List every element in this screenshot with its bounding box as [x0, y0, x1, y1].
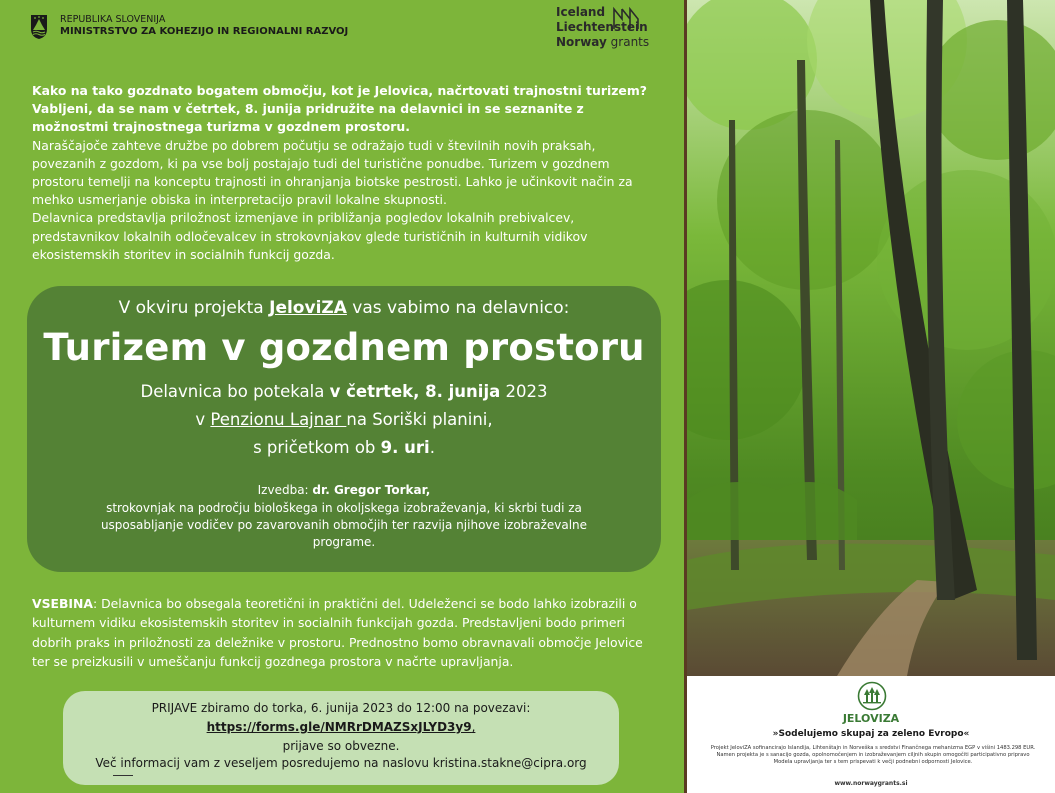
grants-suffix: grants	[606, 35, 650, 49]
project-link[interactable]: JeloviZA	[269, 298, 347, 318]
invitation-lead	[27, 298, 661, 318]
start-pre: s pričetkom ob	[253, 438, 381, 457]
registration-contact: Več informacij vam z veseljem posredujemo na naslovu kristina.stakne@cipra.org	[95, 756, 587, 770]
content-label: VSEBINA	[32, 596, 93, 611]
content-text: : Delavnica bo obsegala teoretični in praktični del. Udeleženci se bodo lahko izobrazili o kulturnem vidiku ekosistemskih storitev in socialnih funkcijah gozda. Predstavljeni bodo primeri dobrih praks in priložnosti za deležnike v prostoru. Prednostno bomo obravnavali območje Jelovice ter se preizkusili v umeščanju funkcij gozdnega prostora v načrte upravljanja.	[32, 596, 643, 669]
registration-line	[63, 718, 619, 737]
workshop-date	[27, 382, 661, 401]
workshop-title: Turizem v gozdnem prostoru	[43, 326, 645, 369]
slovenia-coat-of-arms-icon	[30, 14, 48, 40]
intro-paragraph-1: Naraščajoče zahteve družbe po dobrem počutju se odražajo tudi v številnih novih praksah, povezanih z gozdom, ki pa vse bolj postajajo tudi del turistične ponudbe. Turizem v gozdnem prostoru temelji na konceptu trajnosti in ohranjanja biotske pestrosti. Lahko je učinkovit način za mehko usmerjanje obiska in interpretacijo pravil lokalne skupnosti.	[32, 137, 633, 208]
registration-link-suffix: ,	[471, 720, 476, 734]
slogan: »Sodelujemo skupaj za zeleno Evropo«	[772, 729, 970, 739]
norway-grants-url[interactable]: www.norwaygrants.si	[834, 780, 908, 787]
intro-text	[32, 82, 662, 264]
invitation-lead-post: vas vabimo na delavnico:	[346, 298, 570, 318]
grants-line-liechtenstein: Liechtenstein	[556, 20, 648, 34]
venue-post: na Soriški planini,	[346, 410, 493, 429]
registration-mandatory: prijave so obvezne.	[282, 739, 400, 753]
venue-link[interactable]: Penzionu Lajnar	[210, 410, 347, 429]
registration-link[interactable]: https://forms.gle/NMRrDMAZSxJLYD3y9	[206, 720, 472, 734]
funding-fine-print: Projekt JeloviZA sofinancirajo Islandija, Lihtenštajn in Norveška s sredstvi Finančnega mehanizma EGP v višini 1483.298 EUR. Namen projekta je s sanacijo gozda, opolnomočenjem in izobraževanjem ciljnih skupin omogočiti participativno pripravo Modela upravljanja ter s tem prispevati k večji podnebni odpornosti Jelovice.	[710, 745, 1036, 765]
start-bold: 9. uri	[380, 438, 430, 457]
jeloviza-brand: JELOVIZA	[842, 712, 900, 725]
invitation-lead-pre: V okviru projekta	[118, 298, 270, 318]
ministry-name	[60, 14, 348, 38]
ministry-header	[30, 14, 348, 40]
workshop-venue	[27, 410, 661, 429]
eea-norway-grants-logo	[556, 5, 666, 65]
start-post: .	[429, 438, 435, 457]
divider	[113, 775, 133, 776]
eea-norway-grants-logo-icon	[612, 5, 642, 31]
date-post: 2023	[500, 382, 548, 401]
intro-lead: Kako na tako gozdnato bogatem območju, kot je Jelovica, načrtovati trajnostni turizem? Vabljeni, da se nam v četrtek, 8. junija pridružite na delavnici in se seznanite z možnostmi trajnostnega turizma v gozdnem prostoru.	[32, 83, 647, 135]
lecturer	[27, 482, 661, 499]
lecturer-name: dr. Gregor Torkar,	[312, 483, 431, 497]
ministry-line2: MINISTRSTVO ZA KOHEZIJO IN REGIONALNI RAZVOJ	[60, 26, 349, 37]
forest-photo	[687, 0, 1055, 676]
grants-line-iceland: Iceland	[556, 5, 606, 19]
lecturer-description: strokovnjak na področju biološkega in okoljskega izobraževanja, ki skrbi tudi za usposabljanje vodičev po zavarovanih območjih ter razvija njihove izobraževalne programe.	[100, 501, 588, 549]
intro-paragraph-2: Delavnica predstavlja priložnost izmenjave in približanja pogledov lokalnih prebivalcev, predstavnikov lokalnih odločevalcev in strokovnjakov glede turističnih in kulturnih vidikov ekosistemskih storitev in socialnih funkcij gozda.	[32, 210, 588, 262]
content-section	[32, 594, 662, 671]
flyer-right-panel	[684, 0, 1055, 793]
registration-deadline: PRIJAVE zbiramo do torka, 6. junija 2023 do 12:00 na povezavi:	[151, 701, 531, 715]
registration-box	[63, 691, 619, 785]
venue-pre: v	[195, 410, 211, 429]
date-bold: v četrtek, 8. junija	[329, 382, 501, 401]
ministry-line1: REPUBLIKA SLOVENIJA	[60, 14, 166, 25]
lecturer-label: Izvedba:	[257, 483, 313, 497]
invitation-box	[27, 286, 661, 572]
workshop-start	[27, 438, 661, 457]
date-pre: Delavnica bo potekala	[140, 382, 330, 401]
grants-line-norway	[556, 35, 666, 50]
grants-norway: Norway	[556, 35, 607, 49]
jeloviza-tree-logo-icon	[857, 681, 887, 711]
